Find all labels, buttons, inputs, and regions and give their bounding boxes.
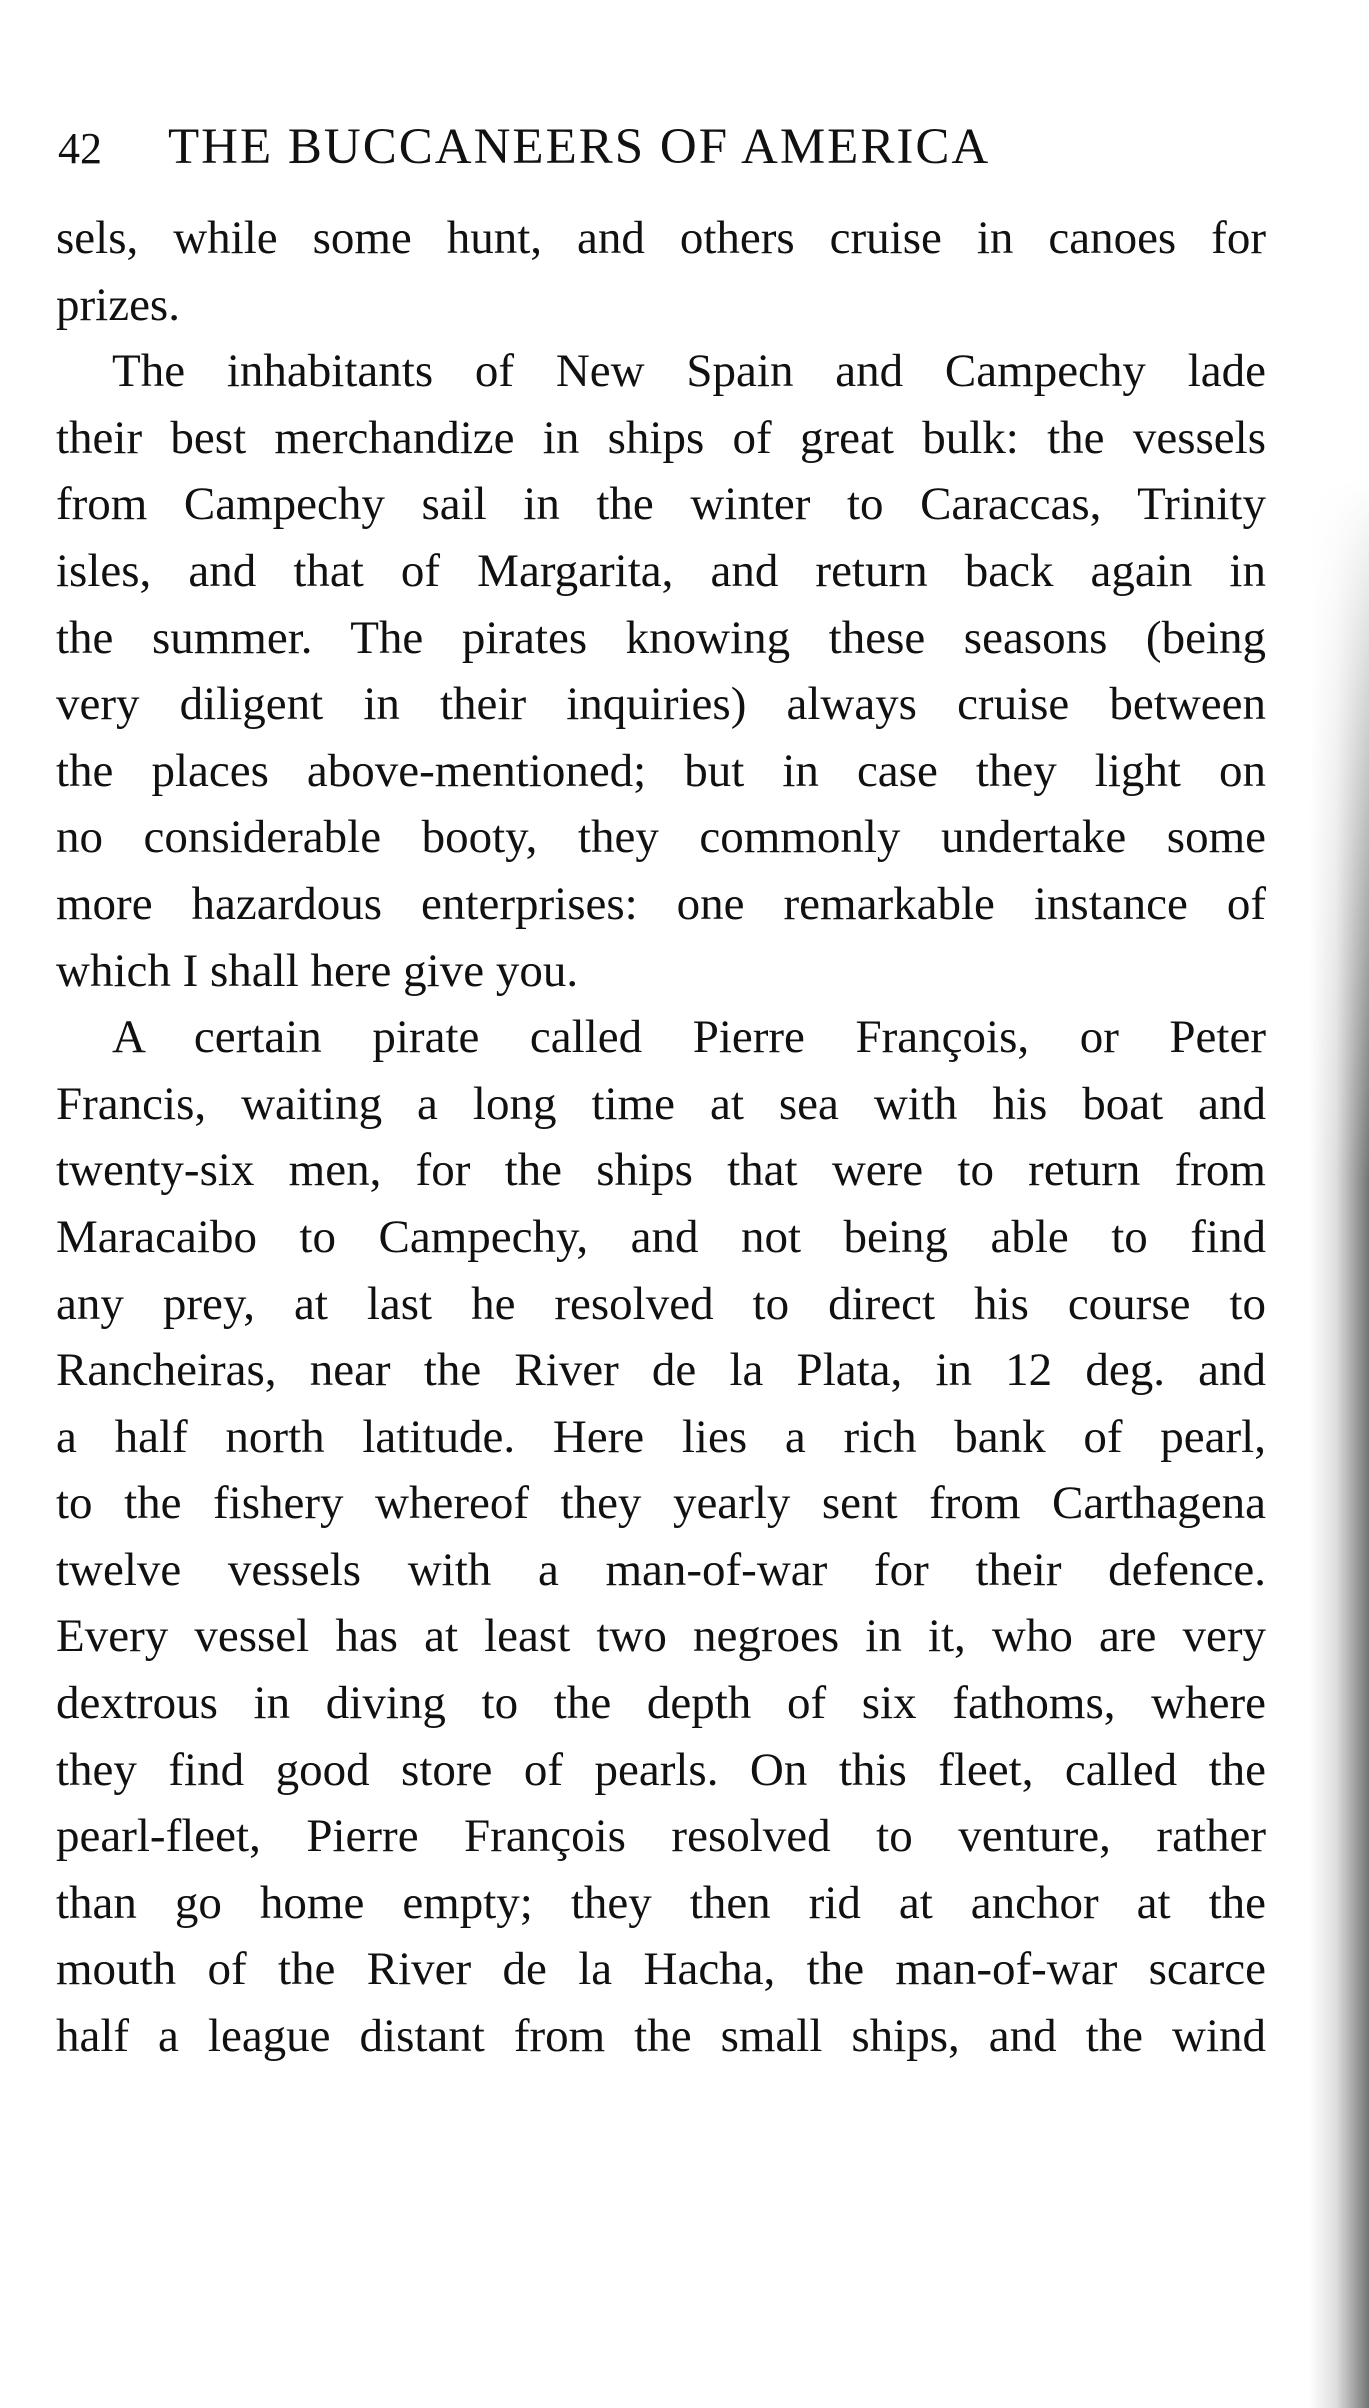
text-line: twenty-six men, for the ships that were to return from	[56, 1144, 1266, 1197]
text-line: dextrous in diving to the depth of six fathoms, where	[56, 1677, 1266, 1730]
text-line: Francis, waiting a long time at sea with his boat and	[56, 1077, 1266, 1130]
text-line: mouth of the River de la Hacha, the man-of-war scarce	[56, 1943, 1266, 1996]
paragraph-first-line: A certain pirate called Pierre François, or Peter	[112, 1011, 1266, 1064]
text-line: which I shall here give you.	[56, 944, 579, 997]
text-line: Maracaibo to Campechy, and not being able to find	[56, 1210, 1266, 1263]
text-line: more hazardous enterprises: one remarkable instance of	[56, 877, 1266, 930]
text-line: Every vessel has at least two negroes in it, who are very	[56, 1610, 1266, 1663]
text-line: very diligent in their inquiries) always cruise between	[56, 678, 1266, 731]
text-line: to the fishery whereof they yearly sent from Carthagena	[56, 1477, 1266, 1530]
text-line: a half north latitude. Here lies a rich bank of pearl,	[56, 1410, 1266, 1463]
text-line: Rancheiras, near the River de la Plata, in 12 deg. and	[56, 1344, 1266, 1397]
text-line: the places above-mentioned; but in case they light on	[56, 744, 1266, 797]
body-text	[56, 205, 1266, 2070]
running-header	[58, 112, 1258, 182]
text-line: prizes.	[56, 278, 180, 331]
text-line: half a league distant from the small ships, and the wind	[56, 2010, 1266, 2063]
text-line: no considerable booty, they commonly undertake some	[56, 811, 1266, 864]
text-line: twelve vessels with a man-of-war for their defence.	[56, 1543, 1266, 1596]
text-line: they find good store of pearls. On this fleet, called the	[56, 1743, 1266, 1796]
running-title: THE BUCCANEERS OF AMERICA	[168, 119, 991, 175]
page-edge-fade	[1309, 480, 1369, 1180]
text-line: their best merchandize in ships of great bulk: the vessels	[56, 411, 1266, 464]
text-line: than go home empty; they then rid at anchor at the	[56, 1876, 1266, 1929]
text-line: isles, and that of Margarita, and return back again in	[56, 544, 1266, 597]
text-line: pearl-fleet, Pierre François resolved to venture, rather	[56, 1810, 1266, 1863]
paragraph-first-line: The inhabitants of New Spain and Campechy lade	[112, 345, 1266, 398]
text-line: sels, while some hunt, and others cruise in canoes for	[56, 212, 1266, 264]
text-line: the summer. The pirates knowing these seasons (being	[56, 611, 1266, 664]
text-line: any prey, at last he resolved to direct his course to	[56, 1277, 1266, 1330]
page-number: 42	[58, 124, 102, 173]
text-line: from Campechy sail in the winter to Caraccas, Trinity	[56, 478, 1266, 531]
